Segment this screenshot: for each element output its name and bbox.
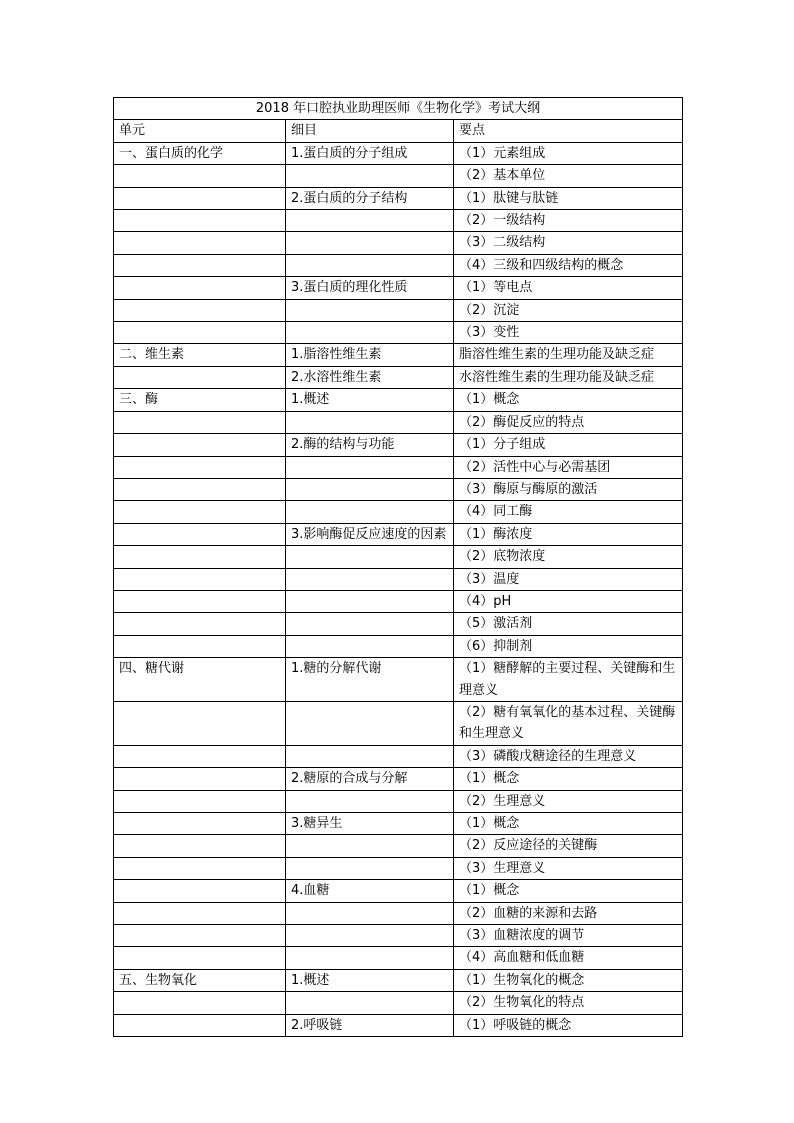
unit-cell [114, 187, 286, 209]
item-cell: 3.蛋白质的理化性质 [286, 277, 454, 299]
table-row [114, 165, 683, 187]
point-cell: （2）生物氧化的特点 [454, 992, 683, 1014]
point-cell: （1）糖酵解的主要过程、关键酶和生理意义 [454, 658, 683, 702]
point-cell: （3）磷酸戊糖途径的生理意义 [454, 745, 683, 767]
unit-cell [114, 434, 286, 456]
table-row [114, 478, 683, 500]
point-cell: （1）分子组成 [454, 434, 683, 456]
item-cell: 2.呼吸链 [286, 1014, 454, 1036]
table-row [114, 880, 683, 902]
item-cell [286, 501, 454, 523]
table-row [114, 322, 683, 344]
unit-cell [114, 813, 286, 835]
unit-cell [114, 635, 286, 657]
table-row [114, 947, 683, 969]
point-cell: （2）反应途径的关键酶 [454, 835, 683, 857]
point-cell: （2）一级结构 [454, 210, 683, 232]
item-cell: 3.糖异生 [286, 813, 454, 835]
unit-cell [114, 210, 286, 232]
item-cell [286, 992, 454, 1014]
item-cell [286, 857, 454, 879]
item-cell [286, 925, 454, 947]
unit-cell [114, 745, 286, 767]
table-row [114, 523, 683, 545]
unit-cell [114, 902, 286, 924]
point-cell: 脂溶性维生素的生理功能及缺乏症 [454, 344, 683, 366]
item-cell [286, 568, 454, 590]
item-cell [286, 478, 454, 500]
unit-cell [114, 523, 286, 545]
item-cell: 1.概述 [286, 969, 454, 991]
item-cell: 2.酶的结构与功能 [286, 434, 454, 456]
item-cell: 3.影响酶促反应速度的因素 [286, 523, 454, 545]
table-row [114, 902, 683, 924]
unit-cell [114, 701, 286, 745]
item-cell: 1.概述 [286, 389, 454, 411]
unit-cell: 一、蛋白质的化学 [114, 142, 286, 164]
unit-cell [114, 590, 286, 612]
point-cell: （4）高血糖和低血糖 [454, 947, 683, 969]
item-cell: 4.血糖 [286, 880, 454, 902]
header-point: 要点 [454, 120, 683, 142]
unit-cell [114, 299, 286, 321]
unit-cell [114, 568, 286, 590]
item-cell: 2.水溶性维生素 [286, 366, 454, 388]
table-row [114, 745, 683, 767]
item-cell: 2.糖原的合成与分解 [286, 768, 454, 790]
point-cell: （1）呼吸链的概念 [454, 1014, 683, 1036]
item-cell [286, 635, 454, 657]
item-cell [286, 546, 454, 568]
unit-cell [114, 322, 286, 344]
table-row [114, 456, 683, 478]
point-cell: （3）变性 [454, 322, 683, 344]
syllabus-table [113, 97, 683, 1037]
point-cell: （6）抑制剂 [454, 635, 683, 657]
table-row [114, 142, 683, 164]
item-cell [286, 613, 454, 635]
table-row [114, 1014, 683, 1036]
unit-cell [114, 411, 286, 433]
item-cell [286, 232, 454, 254]
table-row [114, 254, 683, 276]
item-cell [286, 590, 454, 612]
unit-cell [114, 613, 286, 635]
item-cell: 1.糖的分解代谢 [286, 658, 454, 702]
table-row [114, 389, 683, 411]
table-row [114, 411, 683, 433]
item-cell [286, 254, 454, 276]
table-title: 2018 年口腔执业助理医师《生物化学》考试大纲 [114, 98, 683, 120]
table-row [114, 835, 683, 857]
point-cell: （2）血糖的来源和去路 [454, 902, 683, 924]
point-cell: （2）生理意义 [454, 790, 683, 812]
unit-cell: 四、糖代谢 [114, 658, 286, 702]
point-cell: （2）活性中心与必需基团 [454, 456, 683, 478]
item-cell: 1.脂溶性维生素 [286, 344, 454, 366]
item-cell [286, 210, 454, 232]
table-row [114, 546, 683, 568]
point-cell: （1）肽键与肽链 [454, 187, 683, 209]
item-cell [286, 411, 454, 433]
point-cell: （4）同工酶 [454, 501, 683, 523]
item-cell [286, 701, 454, 745]
point-cell: （5）激活剂 [454, 613, 683, 635]
header-unit: 单元 [114, 120, 286, 142]
unit-cell [114, 254, 286, 276]
table-row [114, 813, 683, 835]
header-item: 细目 [286, 120, 454, 142]
item-cell [286, 835, 454, 857]
table-row [114, 299, 683, 321]
point-cell: （2）基本单位 [454, 165, 683, 187]
header-row [114, 120, 683, 142]
item-cell: 2.蛋白质的分子结构 [286, 187, 454, 209]
unit-cell [114, 790, 286, 812]
table-row [114, 501, 683, 523]
point-cell: 水溶性维生素的生理功能及缺乏症 [454, 366, 683, 388]
table-row [114, 925, 683, 947]
item-cell: 1.蛋白质的分子组成 [286, 142, 454, 164]
item-cell [286, 322, 454, 344]
unit-cell [114, 1014, 286, 1036]
item-cell [286, 745, 454, 767]
table-row [114, 568, 683, 590]
item-cell [286, 456, 454, 478]
table-row [114, 701, 683, 745]
item-cell [286, 165, 454, 187]
unit-cell [114, 456, 286, 478]
point-cell: （4）pH [454, 590, 683, 612]
point-cell: （1）概念 [454, 389, 683, 411]
unit-cell: 三、酶 [114, 389, 286, 411]
table-row [114, 969, 683, 991]
unit-cell [114, 835, 286, 857]
table-row [114, 277, 683, 299]
table-row [114, 210, 683, 232]
unit-cell [114, 165, 286, 187]
point-cell: （3）二级结构 [454, 232, 683, 254]
table-row [114, 366, 683, 388]
table-row [114, 590, 683, 612]
point-cell: （1）概念 [454, 813, 683, 835]
point-cell: （3）生理意义 [454, 857, 683, 879]
title-row [114, 98, 683, 120]
point-cell: （3）温度 [454, 568, 683, 590]
point-cell: （1）概念 [454, 880, 683, 902]
table-row [114, 857, 683, 879]
point-cell: （1）元素组成 [454, 142, 683, 164]
unit-cell [114, 857, 286, 879]
unit-cell [114, 366, 286, 388]
unit-cell: 五、生物氧化 [114, 969, 286, 991]
unit-cell [114, 768, 286, 790]
unit-cell [114, 925, 286, 947]
table-row [114, 187, 683, 209]
unit-cell [114, 478, 286, 500]
point-cell: （3）血糖浓度的调节 [454, 925, 683, 947]
unit-cell [114, 501, 286, 523]
point-cell: （1）酶浓度 [454, 523, 683, 545]
unit-cell [114, 880, 286, 902]
unit-cell [114, 947, 286, 969]
table-row [114, 613, 683, 635]
point-cell: （2）酶促反应的特点 [454, 411, 683, 433]
table-row [114, 992, 683, 1014]
point-cell: （2）底物浓度 [454, 546, 683, 568]
unit-cell [114, 992, 286, 1014]
item-cell [286, 299, 454, 321]
item-cell [286, 947, 454, 969]
item-cell [286, 902, 454, 924]
unit-cell [114, 232, 286, 254]
point-cell: （2）沉淀 [454, 299, 683, 321]
point-cell: （1）概念 [454, 768, 683, 790]
item-cell [286, 790, 454, 812]
table-row [114, 790, 683, 812]
point-cell: （3）酶原与酶原的激活 [454, 478, 683, 500]
table-row [114, 768, 683, 790]
unit-cell [114, 277, 286, 299]
table-row [114, 344, 683, 366]
table-body [114, 142, 683, 1036]
table-row [114, 434, 683, 456]
point-cell: （4）三级和四级结构的概念 [454, 254, 683, 276]
table-row [114, 635, 683, 657]
point-cell: （2）糖有氧氧化的基本过程、关键酶和生理意义 [454, 701, 683, 745]
unit-cell: 二、维生素 [114, 344, 286, 366]
table-row [114, 658, 683, 702]
table-row [114, 232, 683, 254]
unit-cell [114, 546, 286, 568]
point-cell: （1）生物氧化的概念 [454, 969, 683, 991]
point-cell: （1）等电点 [454, 277, 683, 299]
